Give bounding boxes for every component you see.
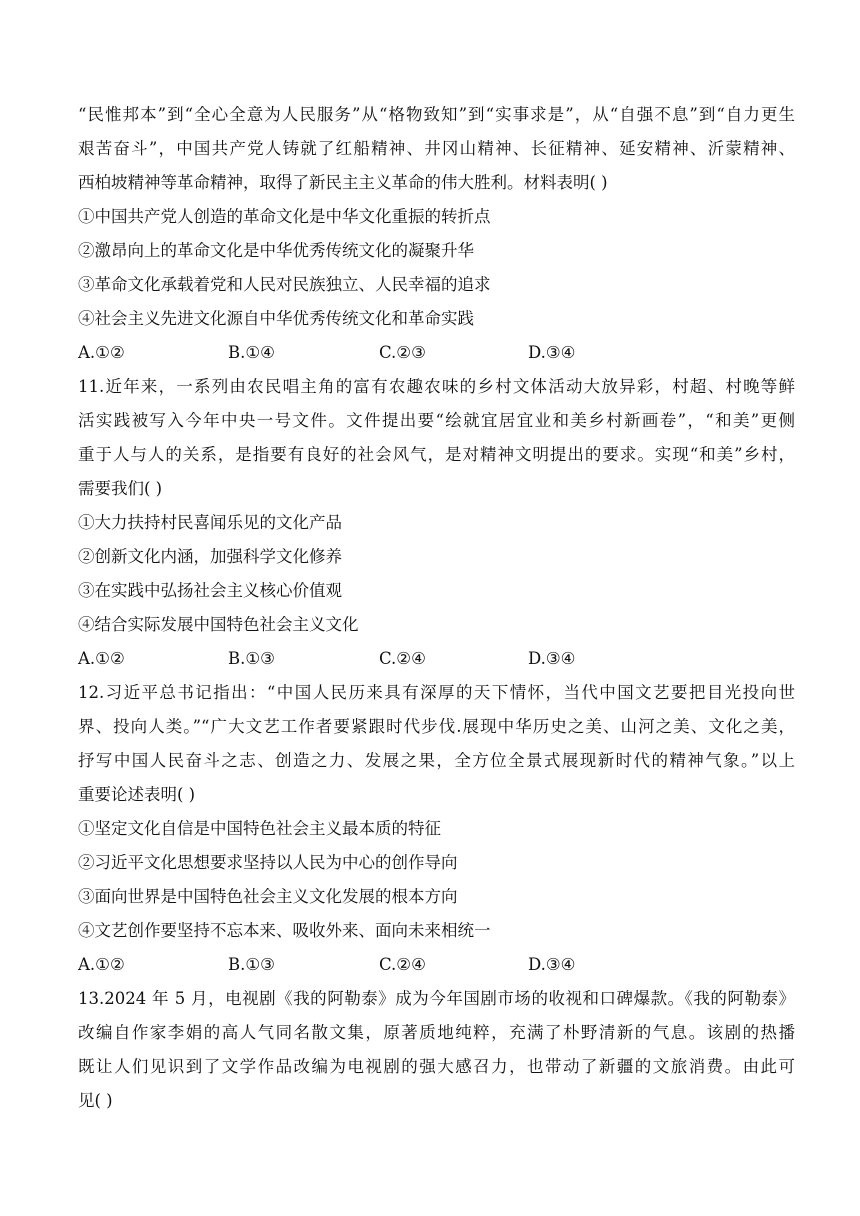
q11-statement-1: ①大力扶持村民喜闻乐见的文化产品 — [78, 513, 342, 532]
q10-stem-line-3: 西柏坡精神等革命精神，取得了新民主主义革命的伟大胜利。材料表明( ) — [78, 173, 608, 192]
q10-options — [78, 342, 678, 364]
q10-statement-1: ①中国共产党人创造的革命文化是中华文化重振的转折点 — [78, 207, 491, 226]
q12-statement-4: ④文艺创作要坚持不忘本来、吸收外来、面向未来相统一 — [78, 921, 491, 940]
q12-stem-line-1: 12.习近平总书记指出：“中国人民历来具有深厚的天下情怀，当代中国文艺要把目光投向世 — [78, 683, 795, 702]
q10-statement-2: ②激昂向上的革命文化是中华优秀传统文化的凝聚升华 — [78, 241, 474, 260]
q10-option-b: B.①④ — [228, 343, 275, 362]
q11-options — [78, 648, 678, 670]
q11-option-a: A.①② — [78, 649, 125, 668]
q13-stem-line-3: 既让人们见识到了文学作品改编为电视剧的强大感召力，也带动了新疆的文旅消费。由此可 — [78, 1057, 795, 1076]
q12-statement-3: ③面向世界是中国特色社会主义文化发展的根本方向 — [78, 887, 458, 906]
q13-stem-line-2: 改编自作家李娟的高人气同名散文集，原著质地纯粹，充满了朴野清新的气息。该剧的热播 — [78, 1023, 795, 1042]
q11-option-c: C.②④ — [379, 649, 426, 668]
q10-option-d: D.③④ — [528, 343, 576, 362]
q12-option-c: C.②④ — [379, 955, 426, 974]
q12-stem-line-3: 抒写中国人民奋斗之志、创造之力、发展之果，全方位全景式展现新时代的精神气象。”以上 — [78, 751, 795, 770]
q13-stem-line-1: 13.2024 年 5 月，电视剧《我的阿勒泰》成为今年国剧市场的收视和口碑爆款。《我的阿勒泰》 — [78, 989, 795, 1008]
q12-options — [78, 954, 678, 976]
q12-stem-line-4: 重要论述表明( ) — [78, 785, 196, 804]
q11-stem-line-2: 活实践被写入今年中央一号文件。文件提出要“绘就宜居宜业和美乡村新画卷”，“和美”更侧 — [78, 411, 795, 430]
q10-statement-3: ③革命文化承载着党和人民对民族独立、人民幸福的追求 — [78, 275, 491, 294]
q10-statement-4: ④社会主义先进文化源自中华优秀传统文化和革命实践 — [78, 309, 474, 328]
q11-option-b: B.①③ — [228, 649, 275, 668]
q11-stem-line-1: 11.近年来，一系列由农民唱主角的富有农趣农味的乡村文体活动大放异彩，村超、村晚等鲜 — [78, 377, 795, 396]
q13-stem-line-4: 见( ) — [78, 1091, 113, 1110]
q12-option-b: B.①③ — [228, 955, 275, 974]
q12-option-d: D.③④ — [528, 955, 576, 974]
q11-stem-line-3: 重于人与人的关系，是指要有良好的社会风气，是对精神文明提出的要求。实现“和美”乡村， — [78, 445, 795, 464]
q12-option-a: A.①② — [78, 955, 125, 974]
q11-option-d: D.③④ — [528, 649, 576, 668]
q10-option-c: C.②③ — [379, 343, 426, 362]
q10-stem-line-2: 艰苦奋斗”，中国共产党人铸就了红船精神、井冈山精神、长征精神、延安精神、沂蒙精神、 — [78, 139, 795, 158]
q10-stem-line-1: “民惟邦本”到“全心全意为人民服务”从“格物致知”到“实事求是”，从“自强不息”到“自力更生 — [78, 105, 795, 124]
q10-option-a: A.①② — [78, 343, 125, 362]
q12-statement-2: ②习近平文化思想要求坚持以人民为中心的创作导向 — [78, 853, 458, 872]
q11-statement-3: ③在实践中弘扬社会主义核心价值观 — [78, 581, 342, 600]
q11-statement-2: ②创新文化内涵，加强科学文化修养 — [78, 547, 342, 566]
q12-stem-line-2: 界、投向人类。”“广大文艺工作者要紧跟时代步伐.展现中华历史之美、山河之美、文化之美， — [78, 717, 795, 736]
q12-statement-1: ①坚定文化自信是中国特色社会主义最本质的特征 — [78, 819, 441, 838]
q11-statement-4: ④结合实际发展中国特色社会主义文化 — [78, 615, 359, 634]
q11-stem-line-4: 需要我们( ) — [78, 479, 163, 498]
